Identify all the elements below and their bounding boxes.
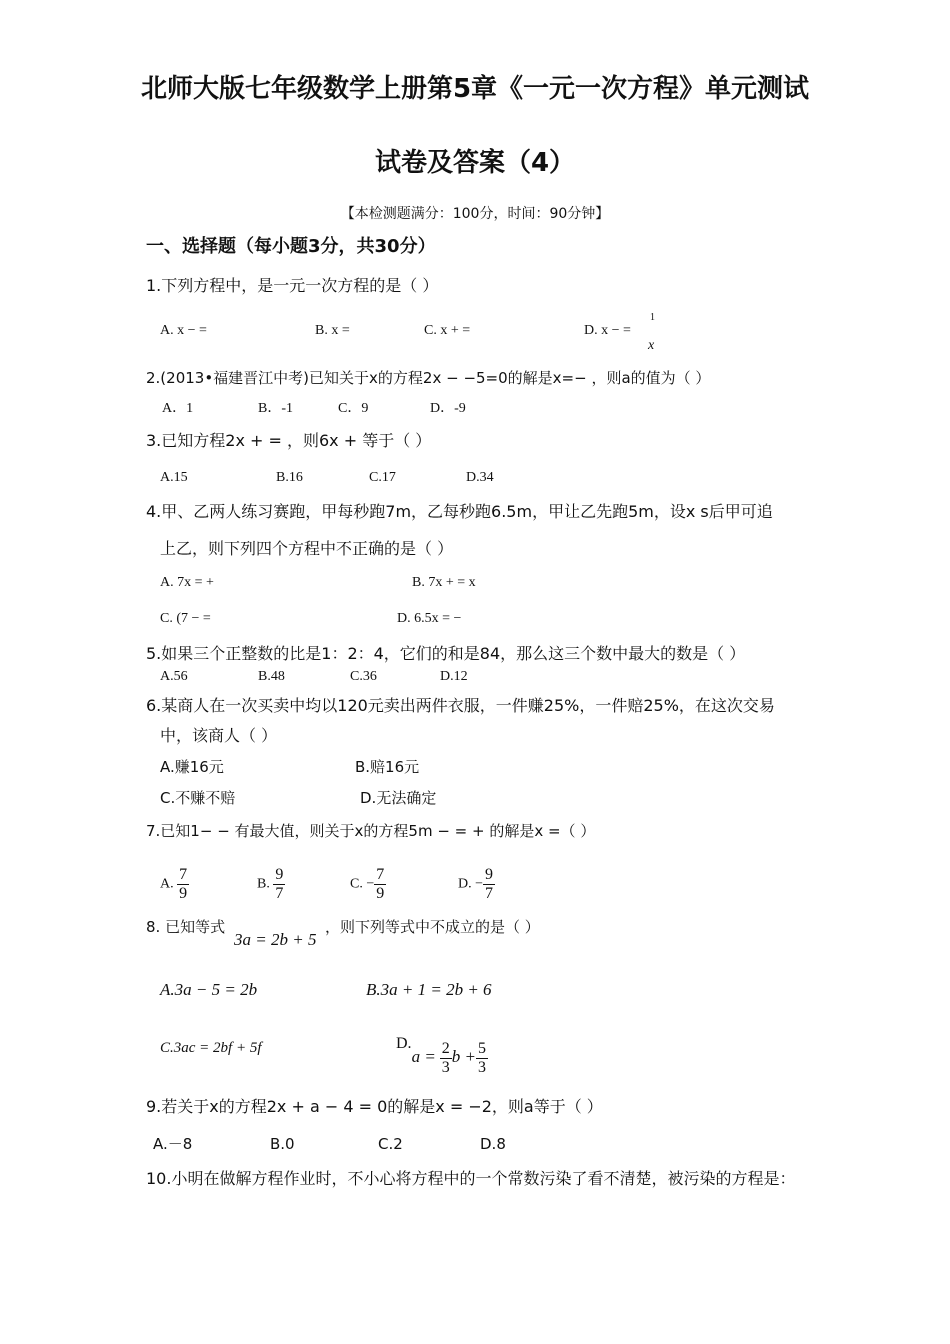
q7-d-label: D. −: [458, 876, 484, 892]
q4-option-a: A. 7x = +: [160, 575, 214, 590]
q9-option-a: A.－8: [153, 1135, 193, 1153]
q7-a-fraction: [177, 866, 189, 903]
q6-option-a: A.赚16元: [160, 758, 224, 776]
q5-option-a: A.56: [160, 669, 188, 684]
q7-option-d: [458, 866, 495, 903]
q2-option-c: C．9: [338, 401, 369, 416]
q8-option-b: B.3a + 1 = 2b + 6: [366, 980, 492, 999]
q8-d-den1: 3: [441, 1059, 450, 1076]
q4-option-b: B. 7x + = x: [412, 575, 476, 590]
q4-stem-line2: 上乙，则下列四个方程中不正确的是（ ）: [160, 539, 454, 558]
q7-option-c: [350, 866, 386, 903]
q7-option-b: [257, 866, 285, 903]
q8-d-num2: 5: [478, 1040, 487, 1057]
q8-d-mid: b +: [451, 1047, 477, 1067]
q2-option-b: B．-1: [258, 401, 293, 416]
q9-option-b: B.0: [270, 1135, 295, 1153]
q7-a-den: 9: [179, 885, 188, 902]
q6-option-b: B.赔16元: [355, 758, 420, 776]
q10-stem: 10.小明在做解方程作业时，不小心将方程中的一个常数污染了看不清楚，被污染的方程是：: [146, 1169, 796, 1188]
q3-stem: 3.已知方程2x + = ，则6x + 等于（ ）: [146, 431, 432, 450]
q7-c-fraction: [374, 866, 386, 903]
section-heading: 一、选择题（每小题3分，共30分）: [146, 236, 436, 257]
q3-option-a: A.15: [160, 470, 188, 485]
q8-option-c: C.3ac = 2bf + 5f: [160, 1040, 262, 1056]
q6-stem-line2: 中，该商人（ ）: [160, 726, 278, 745]
q8-d-frac2: [476, 1040, 488, 1077]
q8-d-num1: 2: [441, 1040, 450, 1057]
q8-d-den2: 3: [478, 1059, 487, 1076]
q9-stem: 9.若关于x的方程2x + a − 4 = 0的解是x = −2，则a等于（ ）: [146, 1097, 603, 1116]
q4-stem-line1: 4.甲、乙两人练习赛跑，甲每秒跑7m，乙每秒跑6.5m，甲让乙先跑5m，设x s后甲可追: [146, 502, 773, 521]
q7-c-label: C. −: [350, 876, 375, 892]
q7-b-den: 7: [275, 885, 284, 902]
q8-d-label: D.: [396, 1035, 412, 1053]
q1-stem: 1.下列方程中，是一元一次方程的是（ ）: [146, 276, 439, 295]
q2-option-a: A．1: [162, 401, 194, 416]
q7-b-label: B.: [257, 876, 270, 892]
q7-a-num: 7: [179, 866, 188, 883]
q7-b-num: 9: [275, 866, 284, 883]
q7-option-a: [160, 866, 189, 903]
q7-c-den: 9: [376, 885, 385, 902]
score-info: 【本检测题满分：100分，时间：90分钟】: [340, 206, 610, 222]
q7-stem: 7.已知1− − 有最大值，则关于x的方程5m − = + 的解是x =（ ）: [146, 822, 596, 840]
q1-d-denominator: x: [648, 338, 655, 353]
q8-d-lhs: a =: [411, 1047, 436, 1067]
q8-d-frac1: [440, 1040, 452, 1077]
q7-d-fraction: [483, 866, 495, 903]
q7-d-num: 9: [485, 866, 494, 883]
q2-stem: 2.(2013•福建晋江中考)已知关于x的方程2x − −5=0的解是x=− ，则a的值为（ ）: [146, 369, 711, 387]
q1-option-b: B. x =: [315, 323, 350, 338]
q8-given-equation: 3a = 2b + 5: [234, 930, 317, 949]
title-line-2: 试卷及答案（4）: [374, 148, 576, 178]
q7-a-label: A.: [160, 876, 174, 892]
q1-option-d: D. x − =: [584, 323, 631, 338]
q6-option-c: C.不赚不赔: [160, 789, 236, 807]
q5-option-d: D.12: [440, 669, 468, 684]
q3-option-c: C.17: [369, 470, 396, 485]
q8-option-a: A.3a − 5 = 2b: [160, 980, 258, 999]
q9-option-c: C.2: [378, 1135, 403, 1153]
q1-option-c: C. x + =: [424, 323, 471, 338]
q5-stem: 5.如果三个正整数的比是1：2：4，它们的和是84，那么这三个数中最大的数是（ ）: [146, 644, 746, 663]
q5-option-c: C.36: [350, 669, 377, 684]
q1-d-numerator: 1: [650, 312, 655, 323]
q8-stem: 8. 已知等式: [146, 918, 226, 936]
q4-option-d: D. 6.5x = −: [397, 611, 462, 626]
q2-option-d: D．-9: [430, 401, 466, 416]
q3-option-d: D.34: [466, 470, 494, 485]
q6-option-d: D.无法确定: [360, 789, 437, 807]
q6-stem-line1: 6.某商人在一次买卖中均以120元卖出两件衣服，一件赚25%，一件赔25%，在这次交易: [146, 696, 775, 715]
q4-option-c: C. (7 − =: [160, 611, 211, 626]
q8-stem-end: ，则下列等式中不成立的是（ ）: [325, 918, 540, 936]
q7-c-num: 7: [376, 866, 385, 883]
title-line-1: 北师大版七年级数学上册第5章《一元一次方程》单元测试: [140, 74, 810, 104]
q5-option-b: B.48: [258, 669, 285, 684]
q7-b-fraction: [273, 866, 285, 903]
q9-option-d: D.8: [480, 1135, 506, 1153]
q3-option-b: B.16: [276, 470, 303, 485]
q8-option-d: [396, 1026, 488, 1076]
q1-option-a: A. x − =: [160, 323, 207, 338]
q7-d-den: 7: [485, 885, 494, 902]
